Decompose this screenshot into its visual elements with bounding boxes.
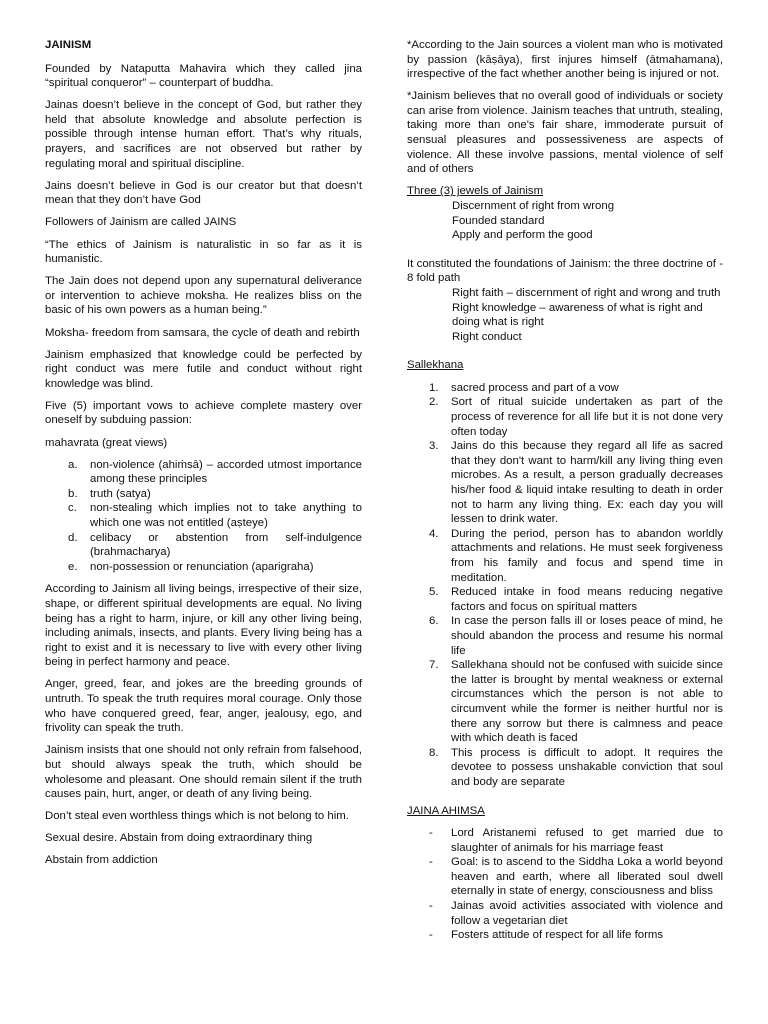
vows-list [45, 458, 362, 575]
list-item: b. truth (satya) [68, 487, 151, 500]
list-item: 4. During the period, person has to abandon worldly attachments and relations. He must seek forgiveness from his family and focus and spend time in meditation. [429, 527, 723, 584]
list-item: 2. Sort of ritual suicide undertaken as part of the process of reverence for all life but it is not done very often today [429, 396, 723, 438]
list-item: 7. Sallekhana should not be confused with suicide since the latter is brought by mental weakness or external circumstances which the person is not able to circumvent while the former is neither hurtful nor is there any sorrow but there is calmness and peace with which death is faced [429, 659, 723, 745]
document-title: JAINISM [45, 39, 92, 51]
list-item: 5. Reduced intake in food means reducing negative factors and focus on spiritual matters [429, 586, 723, 613]
paragraph-living-beings: According to Jainism all living beings, irrespective of their size, shape, or different spiritual developments are equal. No living being has a right to harm, injure, or kill any other living being, including animals, insects, and plants. Every living being has a right to exist and it is necessary to live with every other living being in perfect harmony and peace. [45, 583, 362, 669]
list-item: Apply and perform the good [452, 229, 593, 242]
list-item: Right faith – discernment of right and wrong and truth [452, 286, 721, 299]
paragraph-steal: Don’t steal even worthless things which is not belong to him. [45, 810, 349, 823]
paragraph-knowledge: Jainism emphasized that knowledge could be perfected by right conduct was mere futile and conduct without right knowledge was blind. [45, 348, 362, 390]
list-item: c. non-stealing which implies not to take anything to which one was not entitled (aṣteye) [68, 502, 362, 530]
list-item: a. non-violence (ahiṁsā) – accorded utmost importance among these principles [68, 458, 362, 486]
paragraph-mahavrata: mahavrata (great views) [45, 436, 168, 449]
paragraph-founder: Founded by Nataputta Mahavira which they called jina “spiritual conqueror” – counterpart of buddha. [45, 62, 362, 90]
list-item: Right knowledge – awareness of what is right and doing what is right [452, 301, 703, 329]
sallekhana-list [407, 381, 723, 790]
list-item: Founded standard [452, 214, 545, 227]
ahimsa-heading: JAINA AHIMSA [407, 804, 485, 817]
paragraph-speak-truth: Jainism insists that one should not only refrain from falsehood, but should always speak the truth, which should be wholesome and pleasant. One should remain silent if the truth causes pain, hurt, anger, or death of any living being. [45, 744, 362, 801]
paragraph-god-concept: Jainas doesn’t believe in the concept of God, but rather they held that absolute knowledge and absolute perfection is possible through intense human effort. That’s why rituals, prayers, and sacrifices are not observed but rather by regulating moral and spiritual discipline. [45, 99, 362, 170]
sallekhana-heading: Sallekhana [407, 359, 464, 372]
list-item: 1. sacred process and part of a vow [429, 381, 619, 394]
list-item: d. celibacy or abstention from self-indulgence (brahmacharya) [68, 531, 362, 559]
paragraph-five-vows: Five (5) important vows to achieve complete mastery over oneself by subduing passion: [45, 399, 362, 427]
list-item: - Fosters attitude of respect for all life forms [429, 929, 664, 942]
paragraph-addiction: Abstain from addiction [45, 854, 158, 867]
list-item: 8. This process is difficult to adopt. It requires the devotee to possess unshakable conviction that soul and body are separate [429, 746, 723, 788]
ahimsa-list [407, 826, 723, 943]
list-item: 3. Jains do this because they regard all life as sacred that they don't want to harm/kill any living thing even microbes. As a result, a person gradually decreases his/her food & liquid intake resulting to death in order not to harm any living thing. Ex: each day you will lessen to drink water. [429, 440, 723, 526]
doctrines-list [407, 286, 723, 344]
paragraph-violence: *Jainism believes that no overall good of individuals or society can arise from violence. Jainism teaches that untruth, stealing, taking more than one's fair share, immoderate pursuit of sensual pleasures and possessiveness are aspects of violence. All these involve passions, mental violence of self and of others [407, 90, 723, 176]
list-item: 6. In case the person falls ill or loses peace of mind, he should abandon the process and resume his normal life [429, 615, 723, 657]
list-item: e. non-possession or renunciation (aparigraha) [68, 560, 314, 573]
left-column [45, 38, 362, 876]
jewels-list [407, 199, 723, 243]
paragraph-foundations: It constituted the foundations of Jainism: the three doctrine of - 8 fold path [407, 257, 723, 285]
list-item: - Goal: is to ascend to the Siddha Loka a world beyond heaven and earth, where all liberated soul dwell eternally in state of energy, consciousness and bliss [429, 856, 723, 898]
list-item: Discernment of right from wrong [452, 199, 615, 212]
list-item: Right conduct [452, 330, 522, 343]
right-column [407, 38, 723, 951]
jewels-heading: Three (3) jewels of Jainism [407, 185, 544, 198]
paragraph-moksha: Moksha- freedom from samsara, the cycle of death and rebirth [45, 326, 360, 339]
paragraph-violent-man: *According to the Jain sources a violent man who is motivated by passion (kāṣāya), first injures himself (ātmahamana), irrespective of the fact whether another being is injured or not. [407, 39, 723, 81]
paragraph-creator: Jains doesn’t believe in God is our creator but that doesn’t mean that they don’t have God [45, 179, 362, 207]
paragraph-deliverance: The Jain does not depend upon any supernatural deliverance or intervention to achieve moksha. He realizes bliss on the basic of his own powers as a human being.” [45, 275, 362, 317]
paragraph-sexual-desire: Sexual desire. Abstain from doing extraordinary thing [45, 832, 313, 845]
list-item: - Lord Aristanemi refused to get married due to slaughter of animals for his marriage feast [429, 827, 723, 854]
paragraph-followers: Followers of Jainism are called JAINS [45, 216, 237, 229]
list-item: - Jainas avoid activities associated with violence and follow a vegetarian diet [429, 900, 723, 927]
paragraph-untruth: Anger, greed, fear, and jokes are the breeding grounds of untruth. To speak the truth requires moral courage. Only those who have conquered greed, fear, anger, jealousy, ego, and frivolity can speak the truth. [45, 678, 362, 735]
paragraph-ethics-quote: “The ethics of Jainism is naturalistic in so far as it is humanistic. [45, 238, 362, 266]
